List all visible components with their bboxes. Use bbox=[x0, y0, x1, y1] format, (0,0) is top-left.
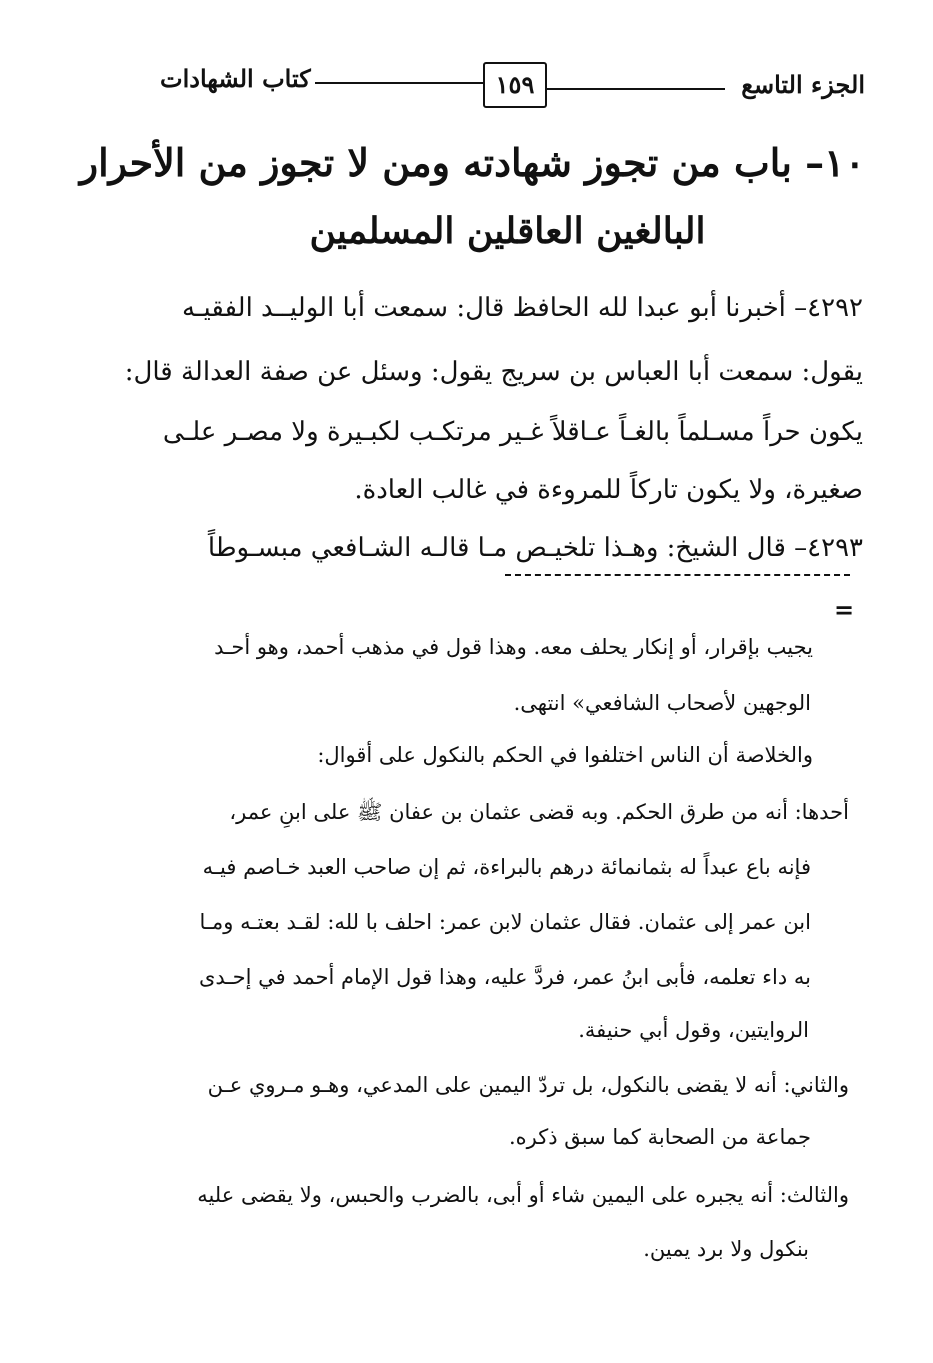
footnote-line: الوجهين لأصحاب الشافعي» انتهى. bbox=[513, 691, 811, 715]
footnote-line: يجيب بإقرار، أو إنكار يحلف معه. وهذا قول في مذهب أحمد، وهو أحـد bbox=[214, 635, 813, 659]
body-line: يكون حراً مسـلماً بالغـاً عـاقلاً غـير مرتكـب لكبـيرة ولا مصـر علـى bbox=[162, 417, 863, 447]
footnote-line: فإنه باع عبداً له بثمانمائة درهم بالبراءة، ثم إن صاحب العبد خـاصم فيـه bbox=[202, 855, 811, 879]
chapter-title-line-1: ١٠– باب من تجوز شهادته ومن لا تجوز من الأحرار bbox=[79, 140, 865, 185]
footnote-line: ابن عمر إلى عثمان. فقال عثمان لابن عمر: احلف با لله: لقـد بعتـه ومـا bbox=[199, 910, 811, 934]
footnote-line: جماعة من الصحابة كما سبق ذكره. bbox=[508, 1125, 811, 1149]
footnote-line: والخلاصة أن الناس اختلفوا في الحكم بالنكول على أقوال: bbox=[317, 743, 813, 767]
body-line: صغيرة، ولا يكون تاركاً للمروءة في غالب العادة. bbox=[354, 475, 863, 505]
footnote-line: به داء تعلمه، فأبى ابنُ عمر، فردَّ عليه، وهذا قول الإمام أحمد في إحـدى bbox=[199, 965, 811, 989]
footnote-line: الروايتين، وقول أبي حنيفة. bbox=[578, 1018, 809, 1042]
volume-label: الجزء التاسع bbox=[741, 70, 865, 99]
running-header bbox=[150, 52, 865, 114]
footnote-line: أحدها: أنه من طرق الحكم. وبه قضى عثمان بن عفان ﷺ على ابنِ عمر، bbox=[229, 800, 849, 824]
page-number: ١٥٩ bbox=[483, 62, 547, 108]
footnote-line: والثاني: أنه لا يقضى بالنكول، بل تردّ اليمين على المدعي، وهـو مـروي عـن bbox=[207, 1073, 849, 1097]
header-rule-right bbox=[545, 88, 725, 90]
book-title: كتاب الشهادات bbox=[160, 64, 311, 93]
body-line: يقول: سمعت أبا العباس بن سريج يقول: وسئل عن صفة العدالة قال: bbox=[124, 357, 863, 387]
body-line: ٤٢٩٢– أخبرنا أبو عبدا لله الحافظ قال: سمعت أبا الوليــد الفقيـه bbox=[181, 293, 863, 323]
body-line: ٤٢٩٣– قال الشيخ: وهـذا تلخيـص مـا قالـه الشـافعي مبسـوطاً bbox=[207, 533, 863, 563]
footnote-line: والثالث: أنه يجبره على اليمين شاء أو أبى، بالضرب والحبس، ولا يقضى عليه bbox=[197, 1183, 849, 1207]
chapter-title-line-2: البالغين العاقلين المسلمين bbox=[309, 210, 706, 252]
footnote-continuation-marker: = bbox=[834, 595, 855, 624]
footnote-line: بنكول ولا برد يمين. bbox=[643, 1237, 809, 1261]
header-rule-left bbox=[315, 82, 485, 84]
footnote-separator bbox=[505, 574, 850, 576]
